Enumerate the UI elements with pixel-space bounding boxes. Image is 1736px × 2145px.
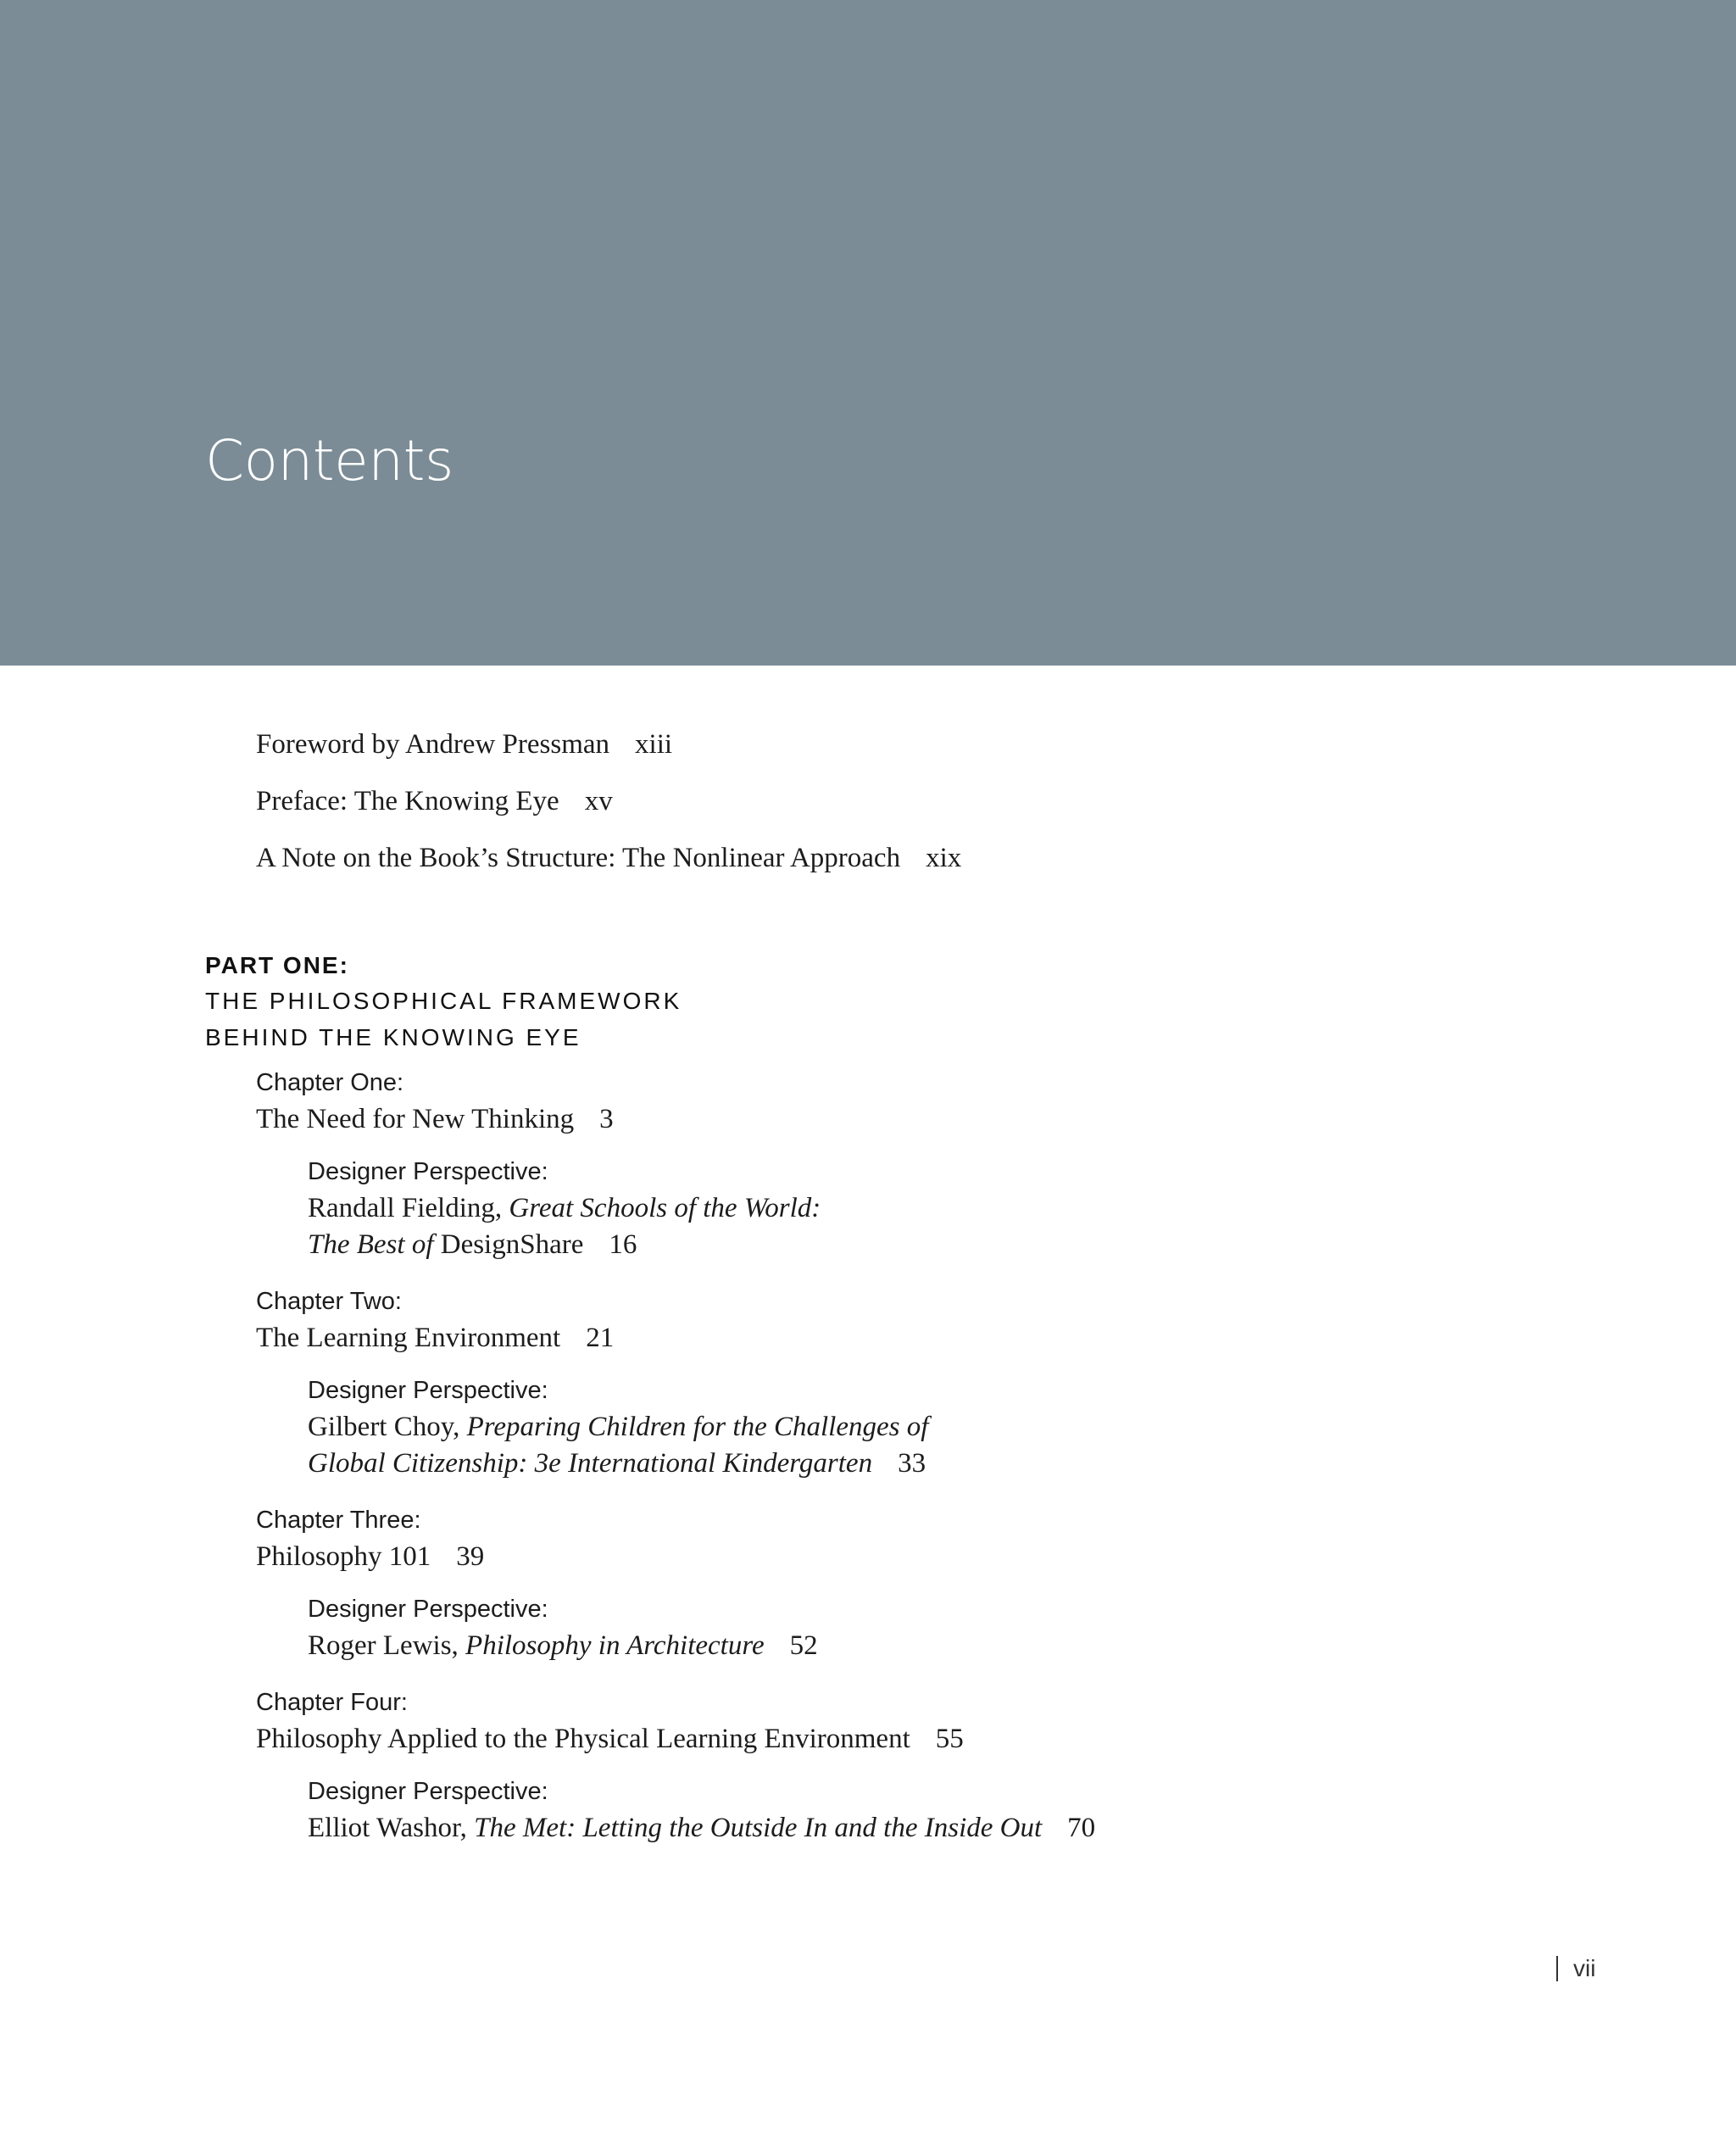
toc-page-number: xv bbox=[584, 786, 613, 816]
chapter-label: Chapter One: bbox=[256, 1069, 404, 1096]
folio-number: vii bbox=[1573, 1955, 1596, 1981]
perspective-title: DesignShare bbox=[433, 1229, 584, 1260]
toc-entry-chapter-three[interactable] bbox=[256, 1538, 484, 1575]
toc-page-number: 70 bbox=[1067, 1813, 1096, 1843]
designer-perspective-entry[interactable] bbox=[308, 1190, 821, 1227]
toc-entry-foreword[interactable] bbox=[256, 726, 672, 763]
chapter-label: Chapter Two: bbox=[256, 1288, 402, 1315]
designer-perspective-label: Designer Perspective: bbox=[308, 1778, 548, 1805]
toc-entry-title: A Note on the Book’s Structure: The Nonlinear Approach bbox=[256, 843, 901, 873]
perspective-title: Preparing Children for the Challenges of bbox=[466, 1412, 929, 1442]
header-band bbox=[0, 0, 1736, 666]
toc-page-number: 55 bbox=[935, 1724, 964, 1754]
toc-entry-chapter-one[interactable] bbox=[256, 1100, 614, 1138]
perspective-title: The Best of bbox=[308, 1229, 434, 1260]
part-one-subtitle: THE PHILOSOPHICAL FRAMEWORK bbox=[205, 988, 682, 1014]
toc-entry-note[interactable] bbox=[256, 839, 961, 877]
designer-perspective-label: Designer Perspective: bbox=[308, 1596, 548, 1623]
page-folio bbox=[1556, 1950, 1595, 1987]
toc-entry-preface[interactable] bbox=[256, 783, 613, 820]
perspective-title: Global Citizenship: 3e International Kindergarten bbox=[308, 1448, 873, 1479]
designer-perspective-entry[interactable] bbox=[308, 1226, 637, 1263]
designer-perspective-entry[interactable] bbox=[308, 1445, 926, 1482]
designer-perspective-label: Designer Perspective: bbox=[308, 1158, 548, 1185]
chapter-label: Chapter Three: bbox=[256, 1507, 421, 1534]
toc-page-number: 3 bbox=[599, 1104, 614, 1134]
toc-page-number: xiii bbox=[635, 729, 673, 760]
toc-entry-chapter-four[interactable] bbox=[256, 1720, 964, 1758]
designer-perspective-entry[interactable] bbox=[308, 1809, 1095, 1847]
part-one-subtitle: BEHIND THE KNOWING EYE bbox=[205, 1024, 581, 1050]
toc-page-number: 33 bbox=[898, 1448, 926, 1479]
perspective-title: Philosophy in Architecture bbox=[465, 1630, 765, 1661]
designer-perspective-label: Designer Perspective: bbox=[308, 1377, 548, 1404]
folio-divider bbox=[1556, 1956, 1558, 1981]
toc-entry-title: Preface: The Knowing Eye bbox=[256, 786, 559, 816]
perspective-title: Great Schools of the World: bbox=[509, 1193, 821, 1223]
toc-page-number: 21 bbox=[586, 1323, 615, 1353]
part-one-label: PART ONE: bbox=[205, 952, 349, 978]
chapter-title: The Need for New Thinking bbox=[256, 1104, 575, 1134]
chapter-title: Philosophy 101 bbox=[256, 1541, 431, 1572]
perspective-author: Roger Lewis, bbox=[308, 1630, 466, 1661]
toc-page-number: xix bbox=[926, 843, 962, 873]
chapter-title: The Learning Environment bbox=[256, 1323, 561, 1353]
perspective-author: Gilbert Choy, bbox=[308, 1412, 467, 1442]
perspective-author: Randall Fielding, bbox=[308, 1193, 509, 1223]
designer-perspective-entry[interactable] bbox=[308, 1408, 928, 1446]
toc-page-number: 16 bbox=[609, 1229, 637, 1260]
designer-perspective-entry[interactable] bbox=[308, 1627, 818, 1664]
toc-page-number: 39 bbox=[456, 1541, 485, 1572]
toc-entry-chapter-two[interactable] bbox=[256, 1319, 614, 1357]
page-title: Contents bbox=[205, 428, 453, 493]
toc-entry-title: Foreword by Andrew Pressman bbox=[256, 729, 610, 760]
chapter-label: Chapter Four: bbox=[256, 1689, 408, 1716]
perspective-title: The Met: Letting the Outside In and the Inside Out bbox=[474, 1813, 1043, 1843]
chapter-title: Philosophy Applied to the Physical Learning Environment bbox=[256, 1724, 910, 1754]
perspective-author: Elliot Washor, bbox=[308, 1813, 475, 1843]
toc-page-number: 52 bbox=[789, 1630, 818, 1661]
